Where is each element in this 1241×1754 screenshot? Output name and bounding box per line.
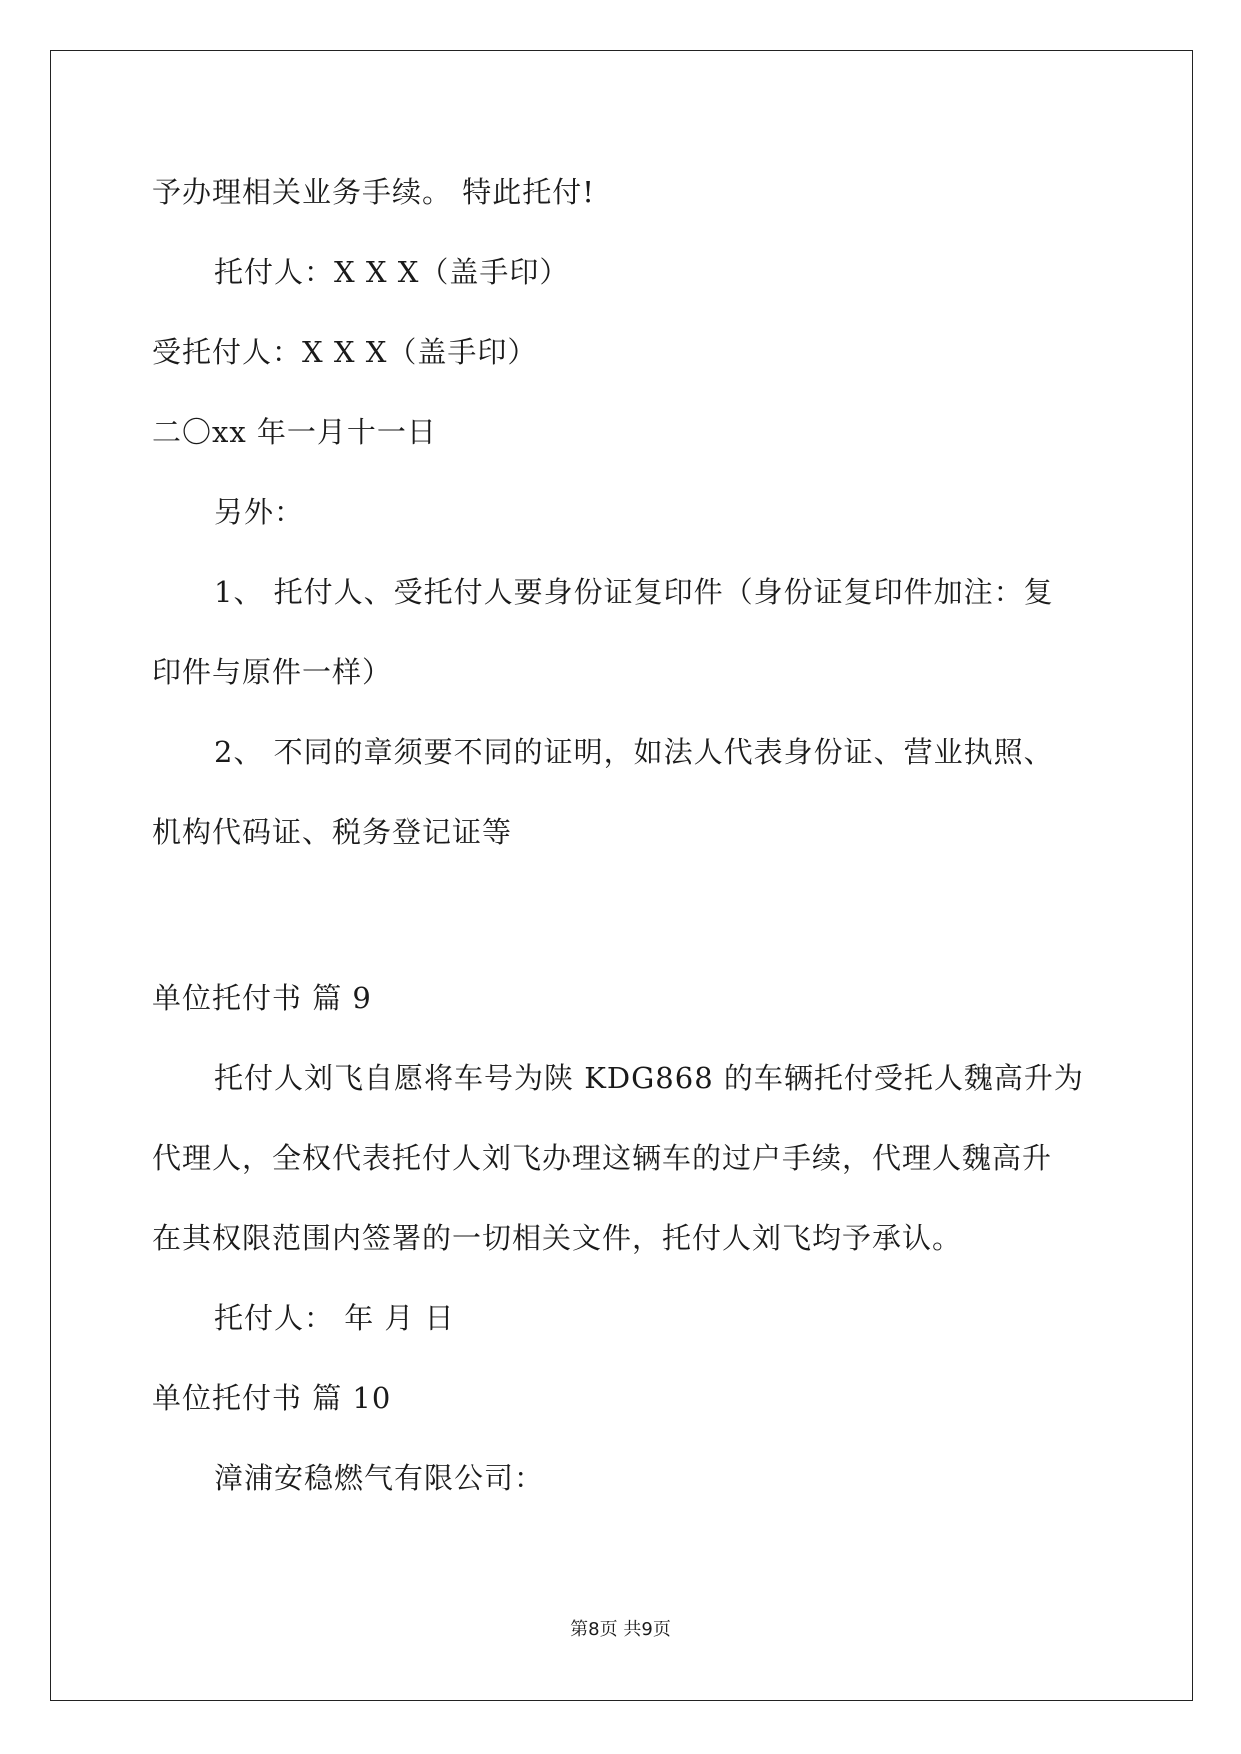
page-footer: [0, 1618, 1241, 1642]
text-line: 2、 不同的章须要不同的证明，如法人代表身份证、营业执照、: [214, 735, 1054, 769]
section-heading: 单位托付书 篇 9: [152, 981, 372, 1015]
text-line: 托付人： 年 月 日: [214, 1301, 455, 1335]
text-line: 托付人刘飞自愿将车号为陕 KDG868 的车辆托付受托人魏高升为: [214, 1061, 1084, 1095]
text-line: 1、 托付人、受托付人要身份证复印件（身份证复印件加注：复: [214, 575, 1054, 609]
text-line: 予办理相关业务手续。 特此托付!: [152, 175, 595, 209]
footer-mid: 页 共: [599, 1619, 642, 1640]
text-line: 二〇xx 年一月十一日: [152, 415, 437, 449]
text-line: 代理人，全权代表托付人刘飞办理这辆车的过户手续，代理人魏高升: [152, 1141, 1053, 1175]
section-heading: 单位托付书 篇 10: [152, 1381, 392, 1415]
text-line: 机构代码证、税务登记证等: [152, 815, 513, 849]
total-page-number: 9: [641, 1619, 653, 1640]
text-line: 另外：: [214, 495, 305, 529]
text-line: 在其权限范围内签署的一切相关文件，托付人刘飞均予承认。: [152, 1221, 963, 1255]
text-line: 托付人：X X X（盖手印）: [214, 255, 570, 289]
footer-suffix: 页: [652, 1619, 671, 1640]
text-line: 受托付人：X X X（盖手印）: [152, 335, 538, 369]
page-border: [50, 50, 1193, 1701]
text-line: 漳浦安稳燃气有限公司：: [214, 1461, 545, 1495]
text-line: 印件与原件一样）: [152, 655, 393, 689]
current-page-number: 8: [588, 1619, 600, 1640]
footer-prefix: 第: [570, 1619, 589, 1640]
